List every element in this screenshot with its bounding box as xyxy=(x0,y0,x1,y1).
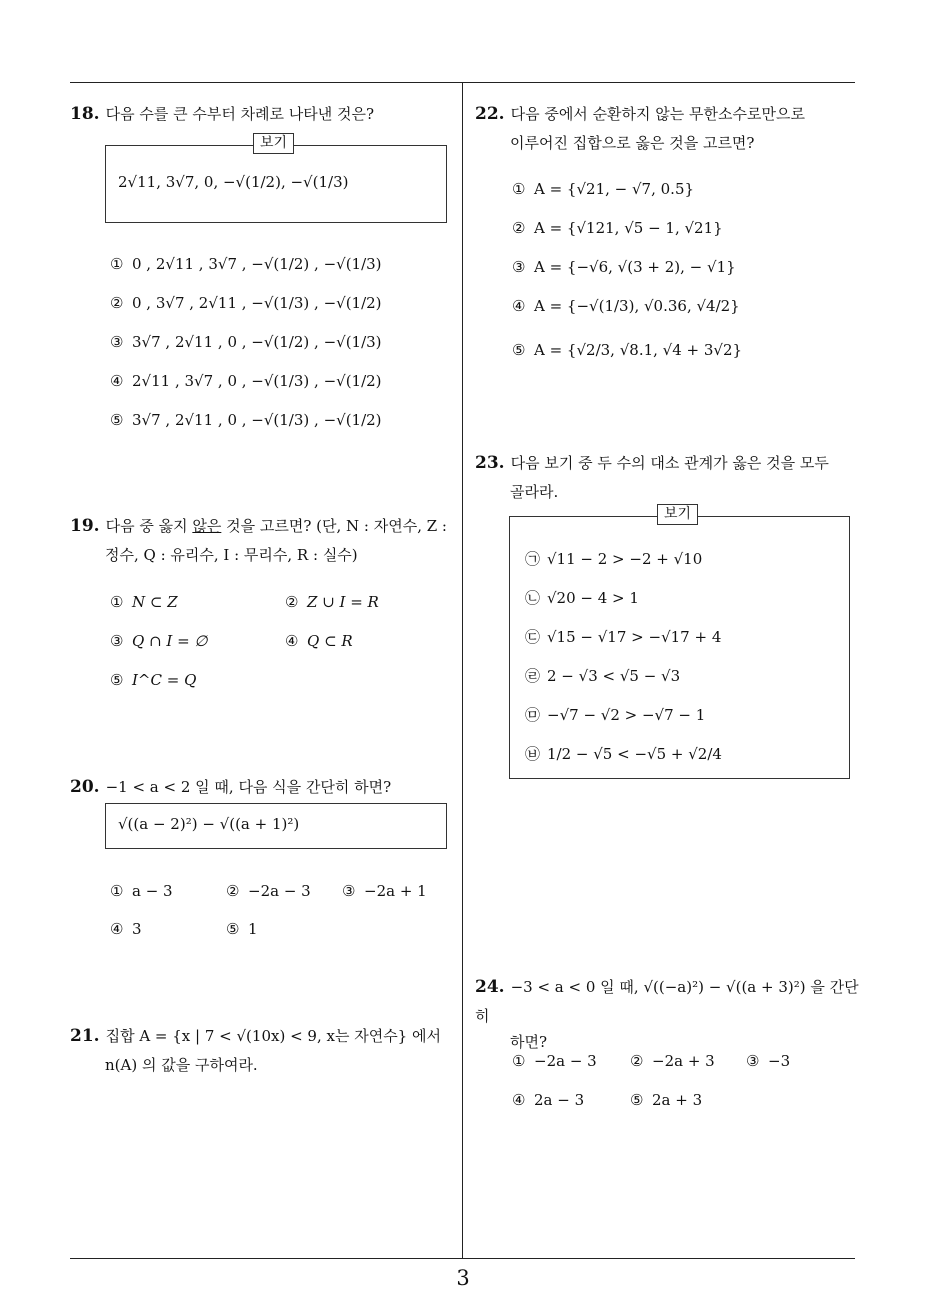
question-text: −3 < a < 0 일 때, √((−a)²) − √((a + 3)²) 을 간단히 xyxy=(475,978,859,1025)
choice-1[interactable]: ① N ⊂ Z xyxy=(110,593,178,611)
question-19: 19. 다음 중 옳지 않은 것을 고르면? (단, N : 자연수, Z : 정수, Q : 유리수, I : 무리수, R : 실수) xyxy=(70,512,455,568)
choice-3[interactable]: ③ Q ∩ I = ∅ xyxy=(110,632,208,650)
question-22 xyxy=(475,100,855,156)
choice-5[interactable]: ⑤ 3√7 , 2√11 , 0 , −√(1/3) , −√(1/2) xyxy=(110,411,382,429)
choice-3[interactable]: ③ −3 xyxy=(746,1052,791,1070)
underlined-word: 않은 xyxy=(192,517,222,535)
choice-2[interactable]: ② Z ∪ I = R xyxy=(285,593,379,611)
choice-3[interactable]: ③ −2a + 1 xyxy=(342,882,427,900)
bottom-rule xyxy=(70,1258,855,1259)
example-item: ㉢ √15 − √17 > −√17 + 4 xyxy=(525,628,722,646)
box-content: 2√11, 3√7, 0, −√(1/2), −√(1/3) xyxy=(118,173,349,191)
choice-5[interactable]: ⑤ A = {√2/3, √8.1, √4 + 3√2} xyxy=(512,341,743,359)
choice-1[interactable]: ① A = {√21, − √7, 0.5} xyxy=(512,180,695,198)
choice-5[interactable]: ⑤ 2a + 3 xyxy=(630,1091,703,1109)
question-text: 집합 A = {x | 7 < √(10x) < 9, x는 자연수} 에서 xyxy=(105,1027,441,1045)
choice-5[interactable]: ⑤ I^C = Q xyxy=(110,671,197,689)
choice-3[interactable]: ③ 3√7 , 2√11 , 0 , −√(1/2) , −√(1/3) xyxy=(110,333,382,351)
box-label: 보기 xyxy=(253,133,294,154)
box-content: √((a − 2)²) − √((a + 1)²) xyxy=(118,815,300,833)
question-number: 23. xyxy=(475,453,505,473)
question-number: 24. xyxy=(475,977,505,997)
question-text-line2: 골라라. xyxy=(510,482,559,501)
choice-2[interactable]: ② −2a + 3 xyxy=(630,1052,715,1070)
question-text: 다음 보기 중 두 수의 대소 관계가 옳은 것을 모두 xyxy=(510,454,829,472)
example-item: ㉠ √11 − 2 > −2 + √10 xyxy=(525,550,703,568)
choice-4[interactable]: ④ 3 xyxy=(110,920,142,938)
choice-4[interactable]: ④ A = {−√(1/3), √0.36, √4/2} xyxy=(512,297,740,315)
choice-1[interactable]: ① −2a − 3 xyxy=(512,1052,597,1070)
choice-1[interactable]: ① a − 3 xyxy=(110,882,173,900)
example-item: ㉤ −√7 − √2 > −√7 − 1 xyxy=(525,706,706,724)
choice-3[interactable]: ③ A = {−√6, √(3 + 2), − √1} xyxy=(512,258,736,276)
question-text: 다음 중에서 순환하지 않는 무한소수로만으로 xyxy=(510,105,805,123)
question-text: −1 < a < 2 일 때, 다음 식을 간단히 하면? xyxy=(105,778,392,796)
question-number: 21. xyxy=(70,1026,100,1046)
question-text-line2: 하면? xyxy=(510,1033,548,1051)
question-number: 19. xyxy=(70,516,100,536)
question-18 xyxy=(70,100,450,130)
question-number: 22. xyxy=(475,104,505,124)
choice-4[interactable]: ④ 2√11 , 3√7 , 0 , −√(1/3) , −√(1/2) xyxy=(110,372,382,390)
question-text-line2: 정수, Q : 유리수, I : 무리수, R : 실수) xyxy=(105,545,358,564)
choice-4[interactable]: ④ 2a − 3 xyxy=(512,1091,585,1109)
question-number: 18. xyxy=(70,104,100,124)
choice-2[interactable]: ② −2a − 3 xyxy=(226,882,311,900)
choice-2[interactable]: ② A = {√121, √5 − 1, √21} xyxy=(512,219,723,237)
question-21 xyxy=(70,1022,460,1078)
choice-1[interactable]: ① 0 , 2√11 , 3√7 , −√(1/2) , −√(1/3) xyxy=(110,255,382,273)
page-number: 3 xyxy=(456,1266,470,1290)
question-text-line2: n(A) 의 값을 구하여라. xyxy=(105,1055,258,1074)
choice-4[interactable]: ④ Q ⊂ R xyxy=(285,632,353,650)
question-24 xyxy=(475,973,860,1055)
question-text-line2: 이루어진 집합으로 옳은 것을 고르면? xyxy=(510,133,755,152)
choice-2[interactable]: ② 0 , 3√7 , 2√11 , −√(1/3) , −√(1/2) xyxy=(110,294,382,312)
example-item: ㉣ 2 − √3 < √5 − √3 xyxy=(525,667,681,685)
example-item: ㉥ 1/2 − √5 < −√5 + √2/4 xyxy=(525,745,722,763)
question-number: 20. xyxy=(70,777,100,797)
question-20 xyxy=(70,773,455,803)
question-23 xyxy=(475,449,855,505)
question-text: 다음 수를 큰 수부터 차례로 나타낸 것은? xyxy=(105,105,375,123)
choice-5[interactable]: ⑤ 1 xyxy=(226,920,258,938)
example-item: ㉡ √20 − 4 > 1 xyxy=(525,589,639,607)
box-label: 보기 xyxy=(657,504,698,525)
column-divider xyxy=(462,82,463,1258)
